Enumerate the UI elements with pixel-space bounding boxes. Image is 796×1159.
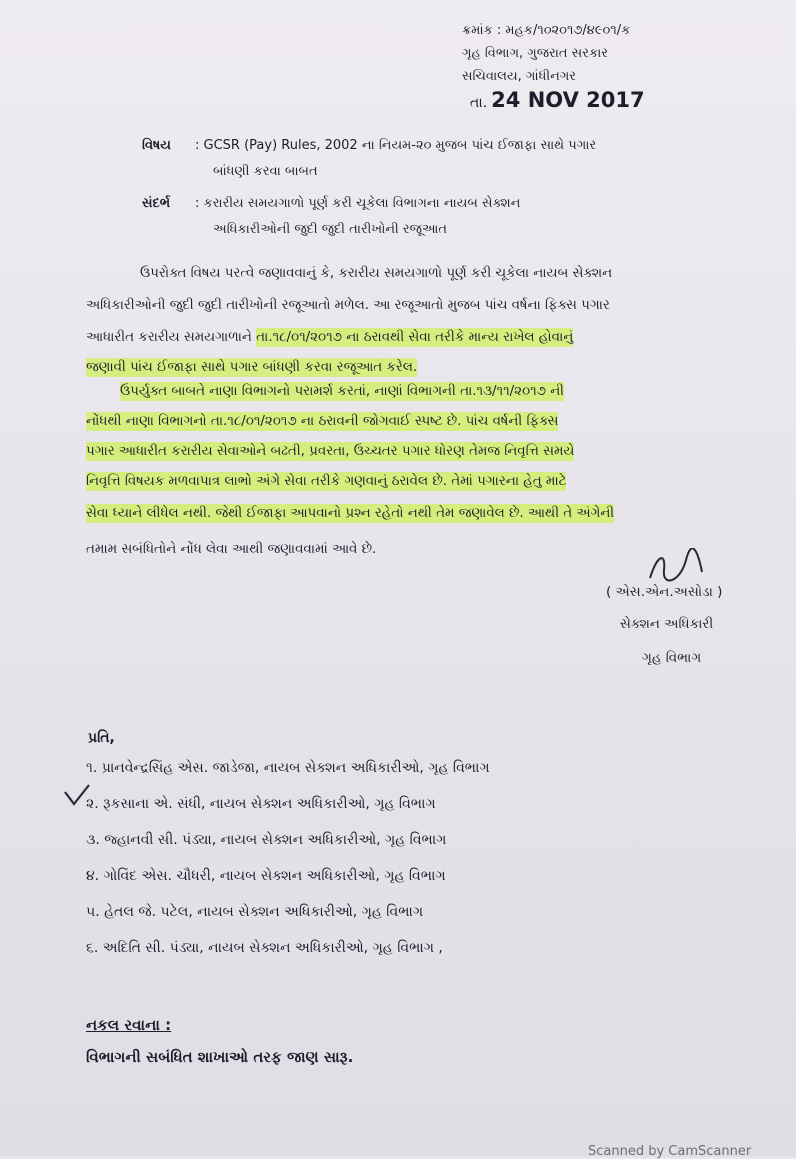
copy-text: વિભાગની સબંધિત શાખાઓ તરફ જાણ સારૂ. (86, 1048, 354, 1066)
issue-date (470, 88, 645, 112)
highlighted-text: નોંધથી નાણા વિભાગનો તા.૧૮/૦૧/૨૦૧૭ ના ઠરાવની જોગવાઈ સ્પષ્ટ છે. પાંચ વર્ષની ફિક્સ (86, 414, 559, 429)
subject-line-1: : GCSR (Pay) Rules, 2002 ના નિયમ-૨૦ મુજબ પાંચ ઈજાફા સાથે પગાર (195, 138, 597, 153)
signatory-name: ( એસ.એન.અસોડા ) (606, 584, 723, 600)
copy-label: નકલ રવાના : (86, 1016, 172, 1034)
recipient-3: ૩. જ્હાનવી સી. પંડ્યા, નાયબ સેક્શન અધિકારીઓ, ગૃહ વિભાગ (86, 832, 447, 848)
highlighted-text: જણાવી પાંચ ઈજાફા સાથે પગાર બાંધણી કરવા રજૂઆત કરેલ. (86, 360, 418, 375)
department-line: ગૃહ વિભાગ, ગુજરાત સરકાર (462, 46, 609, 61)
reference-number: ક્રમાંક : મહક/૧૦૨૦૧૭/૪૯૦૧/ક (462, 23, 631, 38)
office-line: સચિવાલય, ગાંધીનગર (462, 69, 576, 84)
recipients-label: પ્રતિ, (88, 730, 115, 746)
reference-label: સંદર્ભ (142, 196, 171, 211)
signature-scribble (640, 548, 710, 588)
highlighted-text: પગાર આધારીત કરારીય સેવાઓને બઢતી, પ્રવરતા, ઉચ્ચતર પગાર ધોરણ તેમજ નિવૃત્તિ સમયે (86, 444, 575, 459)
reference-line-2: અધિકારીઓની જુદી જુદી તારીખોની રજૂઆત (213, 222, 448, 237)
highlighted-text: તા.૧૮/૦૧/૨૦૧૭ ના ઠરાવથી સેવા તરીકે માન્ય રાખેલ હોવાનું (256, 330, 574, 345)
highlighted-text: નિવૃત્તિ વિષયક મળવાપાત્ર લાભો અંગે સેવા તરીકે ગણવાનું ઠરાવેલ છે. તેમાં પગારના હેતુ માટે (86, 474, 567, 489)
recipient-6: ૬. અદિતિ સી. પંડ્યા, નાયબ સેક્શન અધિકારીઓ, ગૃહ વિભાગ , (86, 940, 443, 956)
recipient-2: ૨. રૂકસાના એ. સંધી, નાયબ સેક્શન અધિકારીઓ, ગૃહ વિભાગ (86, 796, 436, 812)
body-p1-line-3-text: આધારીત કરારીય સમયગાળાને (86, 330, 252, 345)
body-p2-line-5 (86, 506, 614, 521)
highlighted-text: ઉપર્યુક્ત બાબતે નાણા વિભાગનો પરામર્શ કરતાં, નાણાં વિભાગની તા.૧૩/૧૧/૨૦૧૭ ની (120, 384, 564, 399)
signatory-department: ગૃહ વિભાગ (642, 650, 702, 666)
body-p1-line-2: અધિકારીઓની જુદી જુદી તારીખોની રજૂઆતો મળેલ. આ રજૂઆતો મુજબ પાંચ વર્ષના ફિક્સ પગાર (86, 298, 610, 313)
signatory-designation: સેક્શન અધિકારી (620, 616, 714, 632)
reference-line-1: : કરારીય સમયગાળો પૂર્ણ કરી ચૂકેલા વિભાગના નાયબ સેક્શન (195, 196, 521, 211)
recipient-5: ૫. હેતલ જે. પટેલ, નાયબ સેક્શન અધિકારીઓ, ગૃહ વિભાગ (86, 904, 424, 920)
body-p2-line-1 (120, 384, 564, 399)
body-p2-line-4 (86, 474, 566, 489)
highlighted-text: સેવા ધ્યાને લીધેલ નથી. જેથી ઈજાફા આપવાનો પ્રશ્ન રહેતો નથી તેમ જણાવેલ છે. આથી તે અંગેની (86, 506, 615, 521)
body-p1-line-3 (86, 330, 573, 345)
subject-line-2: બાંધણી કરવા બાબત (213, 164, 318, 179)
body-p2-line-6: તમામ સબંધિતોને નોંધ લેવા આથી જણાવવામાં આવે છે. (86, 542, 377, 557)
recipient-4: ૪. ગોવિંદ એસ. ચૌધરી, નાયબ સેક્શન અધિકારીઓ, ગૃહ વિભાગ (86, 868, 446, 884)
body-p2-line-3 (86, 444, 574, 459)
body-p1-line-1: ઉપરોક્ત વિષય પરત્વે જણાવવાનું કે, કરારીય સમયગાળો પૂર્ણ કરી ચૂકેલા નાયબ સેક્શન (140, 266, 613, 281)
date-prefix: તા. (470, 95, 488, 111)
subject-label: વિષય (142, 138, 171, 153)
scanner-watermark: Scanned by CamScanner (588, 1144, 752, 1159)
recipient-1: ૧. પ્રાનવેન્દ્રસિંહ એસ. જાડેજા, નાયબ સેક્શન અધિકારીઓ, ગૃહ વિભાગ (86, 760, 490, 776)
date-stamp: 24 NOV 2017 (491, 88, 645, 112)
body-p1-line-4 (86, 360, 417, 375)
body-p2-line-2 (86, 414, 558, 429)
